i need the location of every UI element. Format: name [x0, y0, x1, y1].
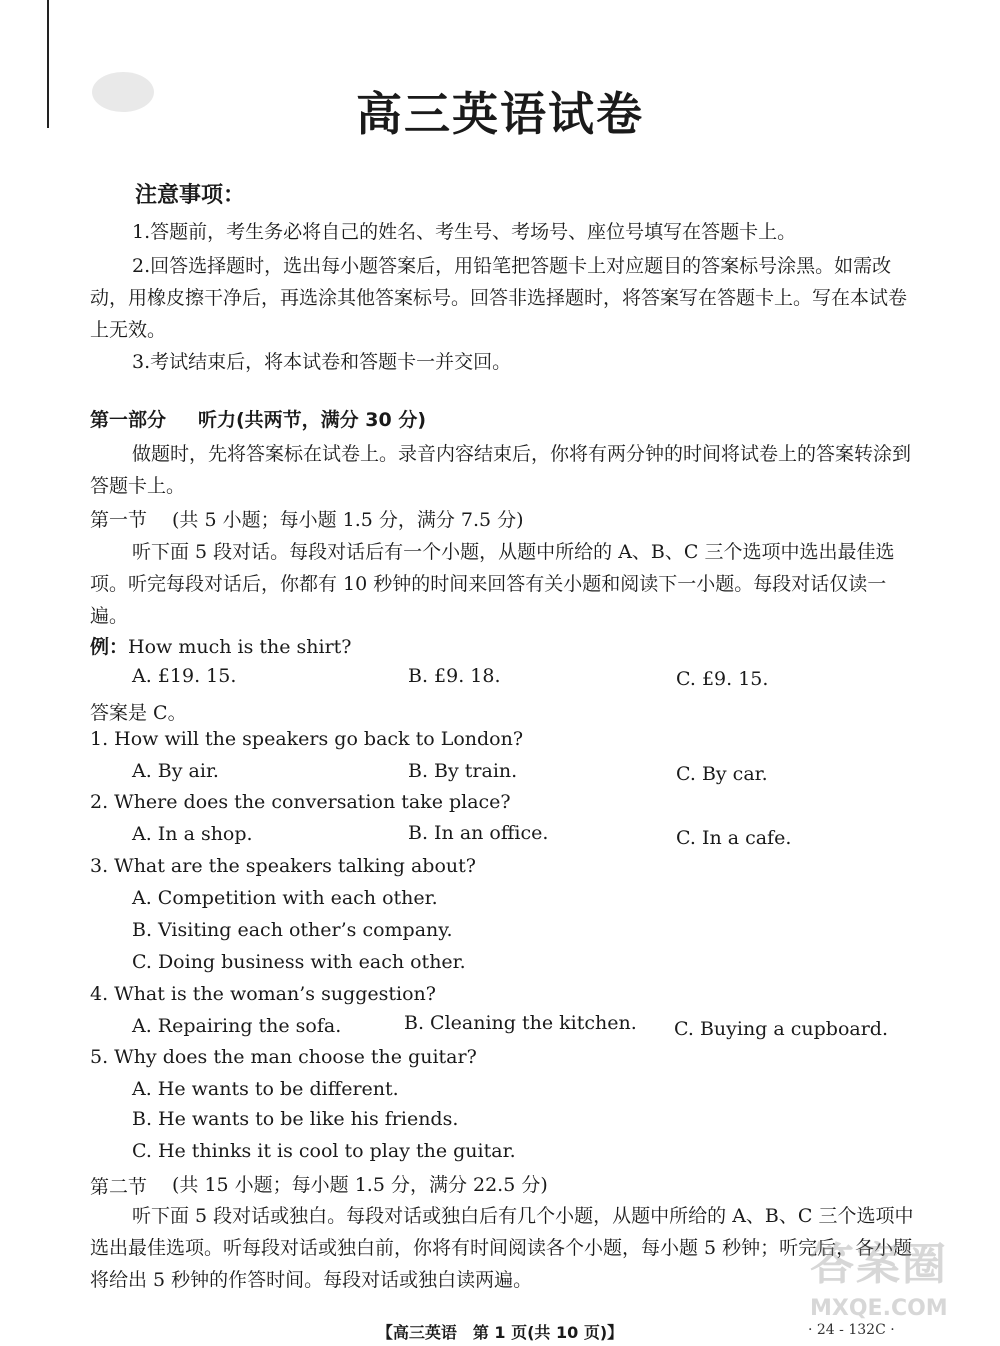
question-2-option-b: B. In an office. — [408, 822, 549, 844]
notice-item-1: 1.答题前，考生务必将自己的姓名、考生号、考场号、座位号填写在答题卡上。 — [132, 221, 797, 243]
watermark-text: 答案圈 — [810, 1239, 948, 1290]
part1-label: 第一部分 — [90, 409, 167, 431]
question-5: 5. Why does the man choose the guitar? — [90, 1046, 477, 1068]
section1-info: (共 5 小题；每小题 1.5 分，满分 7.5 分) — [172, 509, 524, 531]
section2-instructions: 听下面 5 段对话或独白。每段对话或独白后有几个小题，从题中所给的 A、B、C 三个选项中选出最佳选项。听每段对话或独白前，你将有时间阅读各个小题，每小题 5 秒钟；听完后，各小题将给出 5 秒钟的作答时间。每段对话或独白读两遍。 — [90, 1205, 914, 1291]
question-2: 2. Where does the conversation take place? — [90, 791, 511, 813]
page-title: 高三英语试卷 — [356, 87, 644, 141]
paper-code: · 24 - 132C · — [808, 1322, 895, 1338]
question-4: 4. What is the woman’s suggestion? — [90, 983, 436, 1005]
example-option-a: A. £19. 15. — [132, 665, 237, 687]
example-answer: 答案是 C。 — [90, 702, 187, 724]
question-5-option-a: A. He wants to be different. — [132, 1078, 399, 1100]
notice-heading: 注意事项： — [135, 183, 246, 208]
question-4-option-a: A. Repairing the sofa. — [132, 1015, 342, 1037]
page-footer: 【高三英语 第 1 页(共 10 页)】 — [376, 1323, 624, 1342]
question-4-option-c: C. Buying a cupboard. — [674, 1018, 889, 1040]
question-5-option-c: C. He thinks it is cool to play the guitar. — [132, 1140, 516, 1162]
part1-title: 听力(共两节，满分 30 分) — [198, 409, 427, 431]
question-1-option-b: B. By train. — [408, 760, 518, 782]
watermark-url: MXQE.COM — [810, 1296, 948, 1321]
question-3-option-c: C. Doing business with each other. — [132, 951, 466, 973]
question-1-option-a: A. By air. — [132, 760, 219, 782]
question-2-option-a: A. In a shop. — [132, 823, 253, 845]
question-3-option-a: A. Competition with each other. — [132, 887, 438, 909]
question-4-option-b: B. Cleaning the kitchen. — [404, 1012, 637, 1034]
section1-instructions: 听下面 5 段对话。每段对话后有一个小题，从题中所给的 A、B、C 三个选项中选出最佳选项。听完每段对话后，你都有 10 秒钟的时间来回答有关小题和阅读下一小题。每段对话仅读一遍。 — [90, 541, 895, 627]
question-1: 1. How will the speakers go back to London? — [90, 728, 524, 750]
part1-instructions: 做题时，先将答案标在试卷上。录音内容结束后，你将有两分钟的时间将试卷上的答案转涂到答题卡上。 — [90, 443, 912, 497]
section1-label: 第一节 — [90, 509, 148, 531]
question-3: 3. What are the speakers talking about? — [90, 855, 476, 877]
notice-item-3: 3.考试结束后，将本试卷和答题卡一并交回。 — [132, 351, 512, 373]
example-question — [90, 632, 352, 659]
example-option-b: B. £9. 18. — [408, 665, 501, 687]
question-3-option-b: B. Visiting each other’s company. — [132, 919, 453, 941]
example-option-c: C. £9. 15. — [676, 668, 769, 690]
example-question-text: How much is the shirt? — [128, 636, 352, 658]
question-2-option-c: C. In a cafe. — [676, 827, 792, 849]
watermark-logo — [810, 1228, 990, 1338]
question-5-option-b: B. He wants to be like his friends. — [132, 1108, 459, 1130]
question-1-option-c: C. By car. — [676, 763, 768, 785]
notice-item-2: 2.回答选择题时，选出每小题答案后，用铅笔把答题卡上对应题目的答案标号涂黑。如需改动，用橡皮擦干净后，再选涂其他答案标号。回答非选择题时，将答案写在答题卡上。写在本试卷上无效。 — [90, 255, 908, 341]
section2-label: 第二节 — [90, 1176, 148, 1198]
section2-info: (共 15 小题；每小题 1.5 分，满分 22.5 分) — [172, 1174, 548, 1196]
example-prefix: 例： — [90, 636, 129, 658]
